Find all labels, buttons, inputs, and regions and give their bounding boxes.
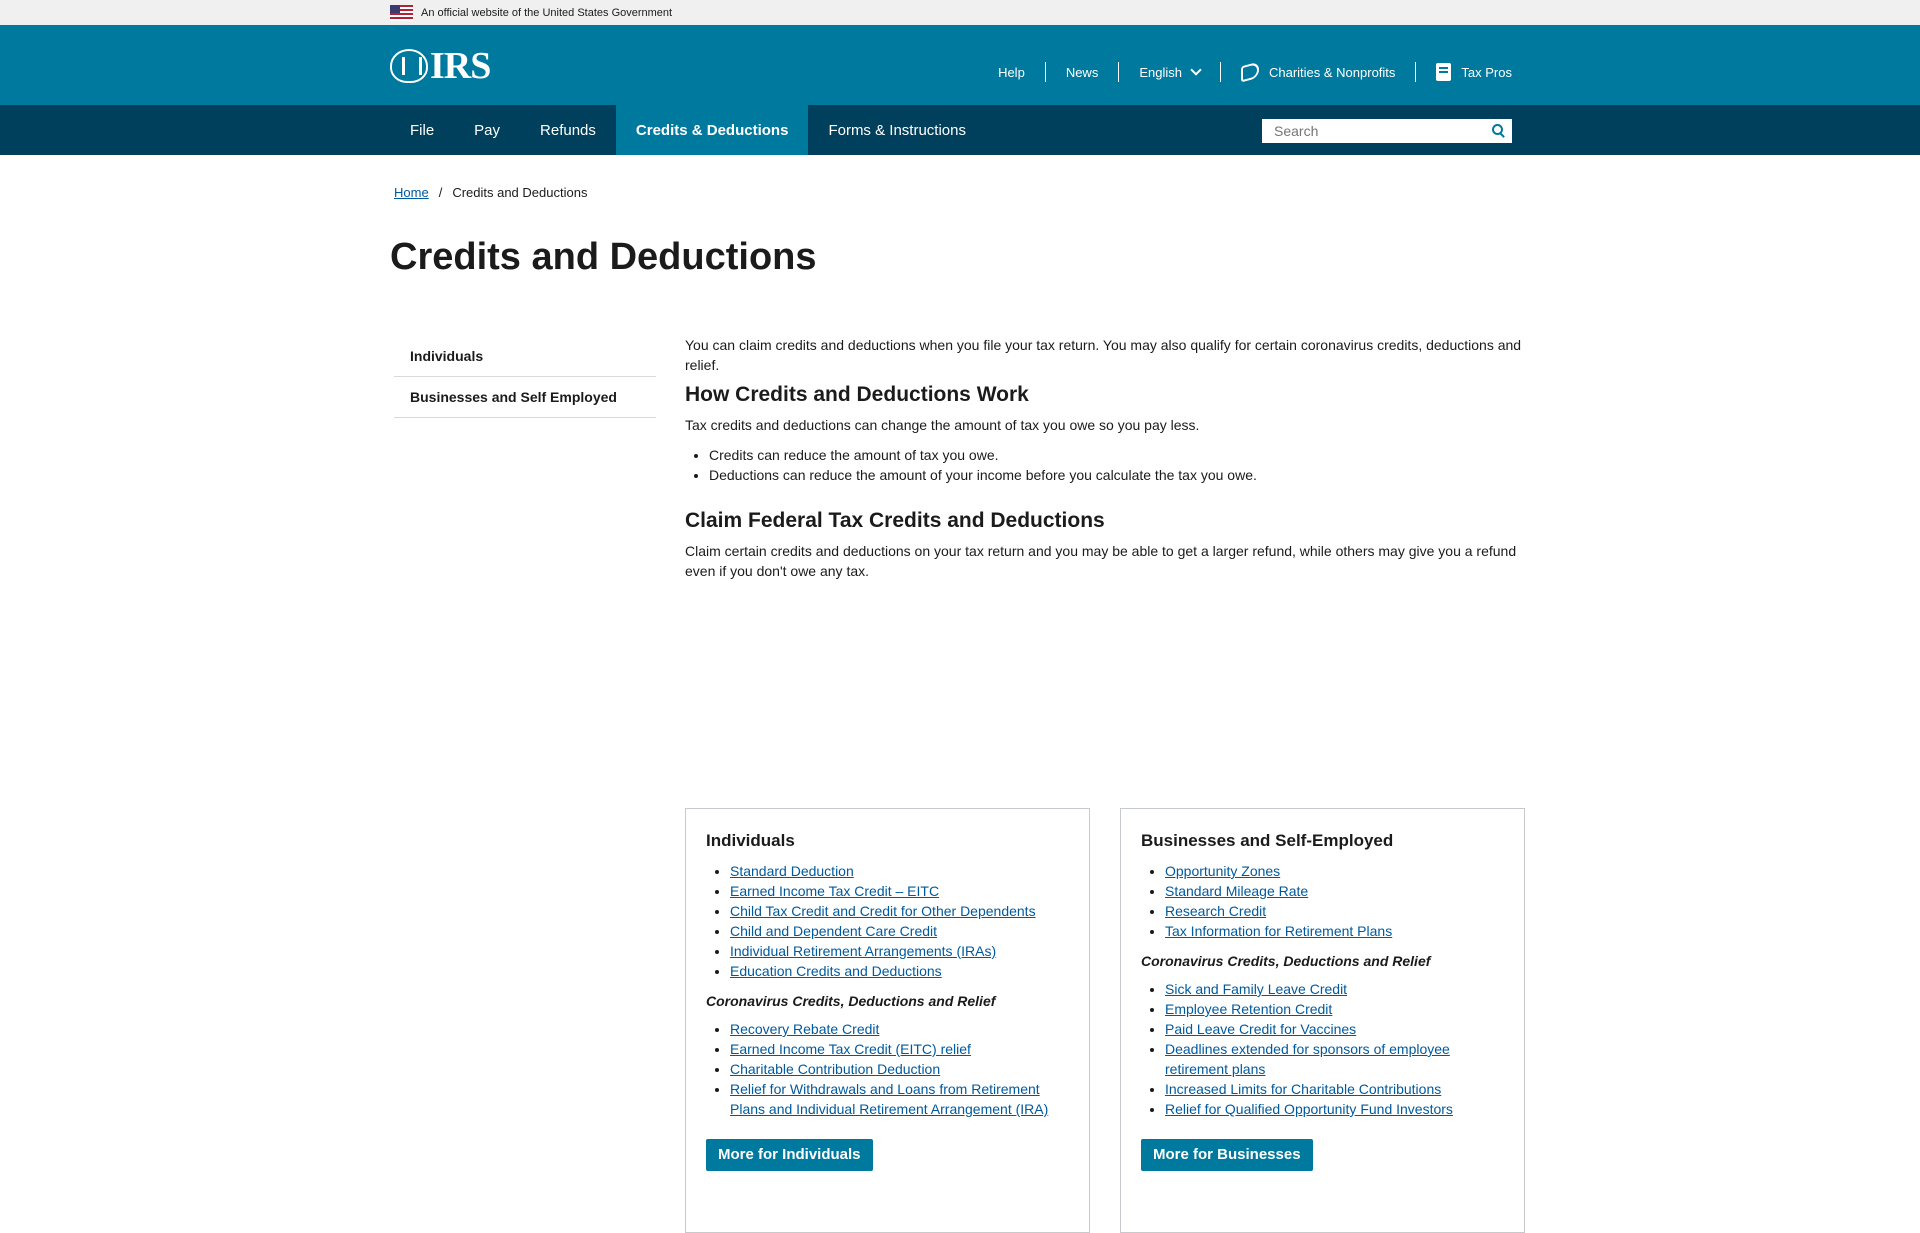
more-for-businesses-button[interactable]: More for Businesses [1141,1139,1313,1171]
breadcrumb-separator: / [438,185,443,200]
list-item [730,881,1069,901]
utility-nav [978,62,1512,82]
search-icon[interactable] [1488,121,1508,141]
list-item [1165,999,1504,1019]
nav-item-forms-instructions[interactable]: Forms & Instructions [828,121,966,139]
logo-text: IRS [430,45,491,87]
businesses-card [1120,808,1525,1233]
handshake-icon [1241,62,1259,83]
link-recovery-rebate[interactable]: Recovery Rebate Credit [730,1021,880,1037]
breadcrumb-current: Credits and Deductions [452,185,588,200]
list-item [730,921,1069,941]
search-box [1262,119,1512,143]
book-icon [1436,63,1451,81]
list-item [730,961,1069,981]
main-nav [0,105,1920,155]
list-item [1165,901,1504,921]
masthead [0,25,1920,105]
how-bullets [685,445,1257,485]
charities-label: Charities & Nonprofits [1268,64,1396,80]
individuals-card-title: Individuals [706,831,795,850]
list-item [1165,1039,1504,1079]
list-item [1165,1079,1504,1099]
how-text: Tax credits and deductions can change the amount of tax you owe so you pay less. [685,417,1200,433]
list-item [730,1019,1069,1039]
businesses-relief-heading: Coronavirus Credits, Deductions and Relief [1141,953,1431,969]
list-item [730,901,1069,921]
list-item [730,941,1069,961]
link-retirement-plans-info[interactable]: Tax Information for Retirement Plans [1165,923,1393,939]
link-paid-leave-vaccines[interactable]: Paid Leave Credit for Vaccines [1165,1021,1357,1037]
news-link[interactable]: News [1045,62,1119,82]
link-iras[interactable]: Individual Retirement Arrangements (IRAs) [730,943,997,959]
link-charitable-deduction[interactable]: Charitable Contribution Deduction [730,1061,941,1077]
businesses-relief-links [1141,979,1504,1119]
individuals-links [706,861,1069,981]
nav-item-file[interactable]: File [410,121,435,139]
link-sick-family-leave[interactable]: Sick and Family Leave Credit [1165,981,1348,997]
individuals-relief-links [706,1019,1069,1119]
nav-item-credits-deductions[interactable]: Credits & Deductions [616,105,809,155]
cards [685,808,1525,1233]
more-for-individuals-button[interactable]: More for Individuals [706,1139,873,1171]
link-standard-deduction[interactable]: Standard Deduction [730,863,854,879]
list-item [1165,1099,1504,1119]
businesses-links [1141,861,1504,941]
sidenav-item-individuals[interactable]: Individuals [394,336,656,377]
breadcrumb [394,185,587,200]
tax-pros-link[interactable] [1415,62,1512,82]
list-item [1165,979,1504,999]
link-dependent-care-credit[interactable]: Child and Dependent Care Credit [730,923,938,939]
list-item [1165,861,1504,881]
link-research-credit[interactable]: Research Credit [1165,903,1267,919]
chevron-down-icon [1190,64,1201,75]
list-item [1165,921,1504,941]
link-deadlines-extended[interactable]: Deadlines extended for sponsors of employee retirement plans [1165,1041,1450,1077]
gov-banner [0,0,1920,25]
individuals-card [685,808,1090,1233]
link-eitc-relief[interactable]: Earned Income Tax Credit (EITC) relief [730,1041,971,1057]
link-charitable-limits[interactable]: Increased Limits for Charitable Contributions [1165,1081,1442,1097]
sidenav-item-businesses[interactable]: Businesses and Self Employed [394,377,656,418]
link-child-tax-credit[interactable]: Child Tax Credit and Credit for Other Dependents [730,903,1036,919]
help-link[interactable]: Help [998,64,1025,80]
list-item [1165,1019,1504,1039]
nav-item-pay[interactable]: Pay [474,121,501,139]
charities-link[interactable] [1220,62,1415,82]
search-input[interactable] [1262,120,1488,142]
list-item [1165,881,1504,901]
individuals-relief-heading: Coronavirus Credits, Deductions and Relief [706,993,996,1009]
eagle-icon [390,49,428,83]
side-nav [394,336,656,418]
nav-item-refunds[interactable]: Refunds [540,121,596,139]
language-selector[interactable] [1118,62,1220,82]
link-education-credits[interactable]: Education Credits and Deductions [730,963,942,979]
language-label: English [1139,64,1182,80]
tax-pros-label: Tax Pros [1461,64,1512,80]
link-employee-retention[interactable]: Employee Retention Credit [1165,1001,1333,1017]
list-item [730,1059,1069,1079]
gov-banner-text: An official website of the United States Government [421,6,673,19]
link-standard-mileage[interactable]: Standard Mileage Rate [1165,883,1309,899]
list-item [730,1039,1069,1059]
link-retirement-relief[interactable]: Relief for Withdrawals and Loans from Retirement Plans and Individual Retirement Arrangement (IRA) [730,1081,1049,1117]
how-heading: How Credits and Deductions Work [685,383,1029,406]
link-opportunity-zones[interactable]: Opportunity Zones [1165,863,1281,879]
claim-text: Claim certain credits and deductions on your tax return and you may be able to get a larger refund, while others may give you a refund even if you don't owe any tax. [685,543,1517,579]
breadcrumb-home-link[interactable]: Home [394,185,429,200]
link-opportunity-fund[interactable]: Relief for Qualified Opportunity Fund Investors [1165,1101,1453,1117]
claim-heading: Claim Federal Tax Credits and Deductions [685,509,1105,532]
businesses-card-title: Businesses and Self-Employed [1141,831,1394,850]
list-item: • Deductions can reduce the amount of your income before you calculate the tax you owe. [709,465,1257,485]
page-title: Credits and Deductions [390,236,817,278]
list-item [730,861,1069,881]
us-flag-icon [390,5,413,21]
irs-logo[interactable] [390,45,491,87]
list-item [730,1079,1069,1119]
list-item: • Credits can reduce the amount of tax you owe. [709,445,1257,465]
link-eitc[interactable]: Earned Income Tax Credit – EITC [730,883,940,899]
intro-text: You can claim credits and deductions when you file your tax return. You may also qualify for certain coronavirus credits, deductions and relief. [685,337,1522,373]
